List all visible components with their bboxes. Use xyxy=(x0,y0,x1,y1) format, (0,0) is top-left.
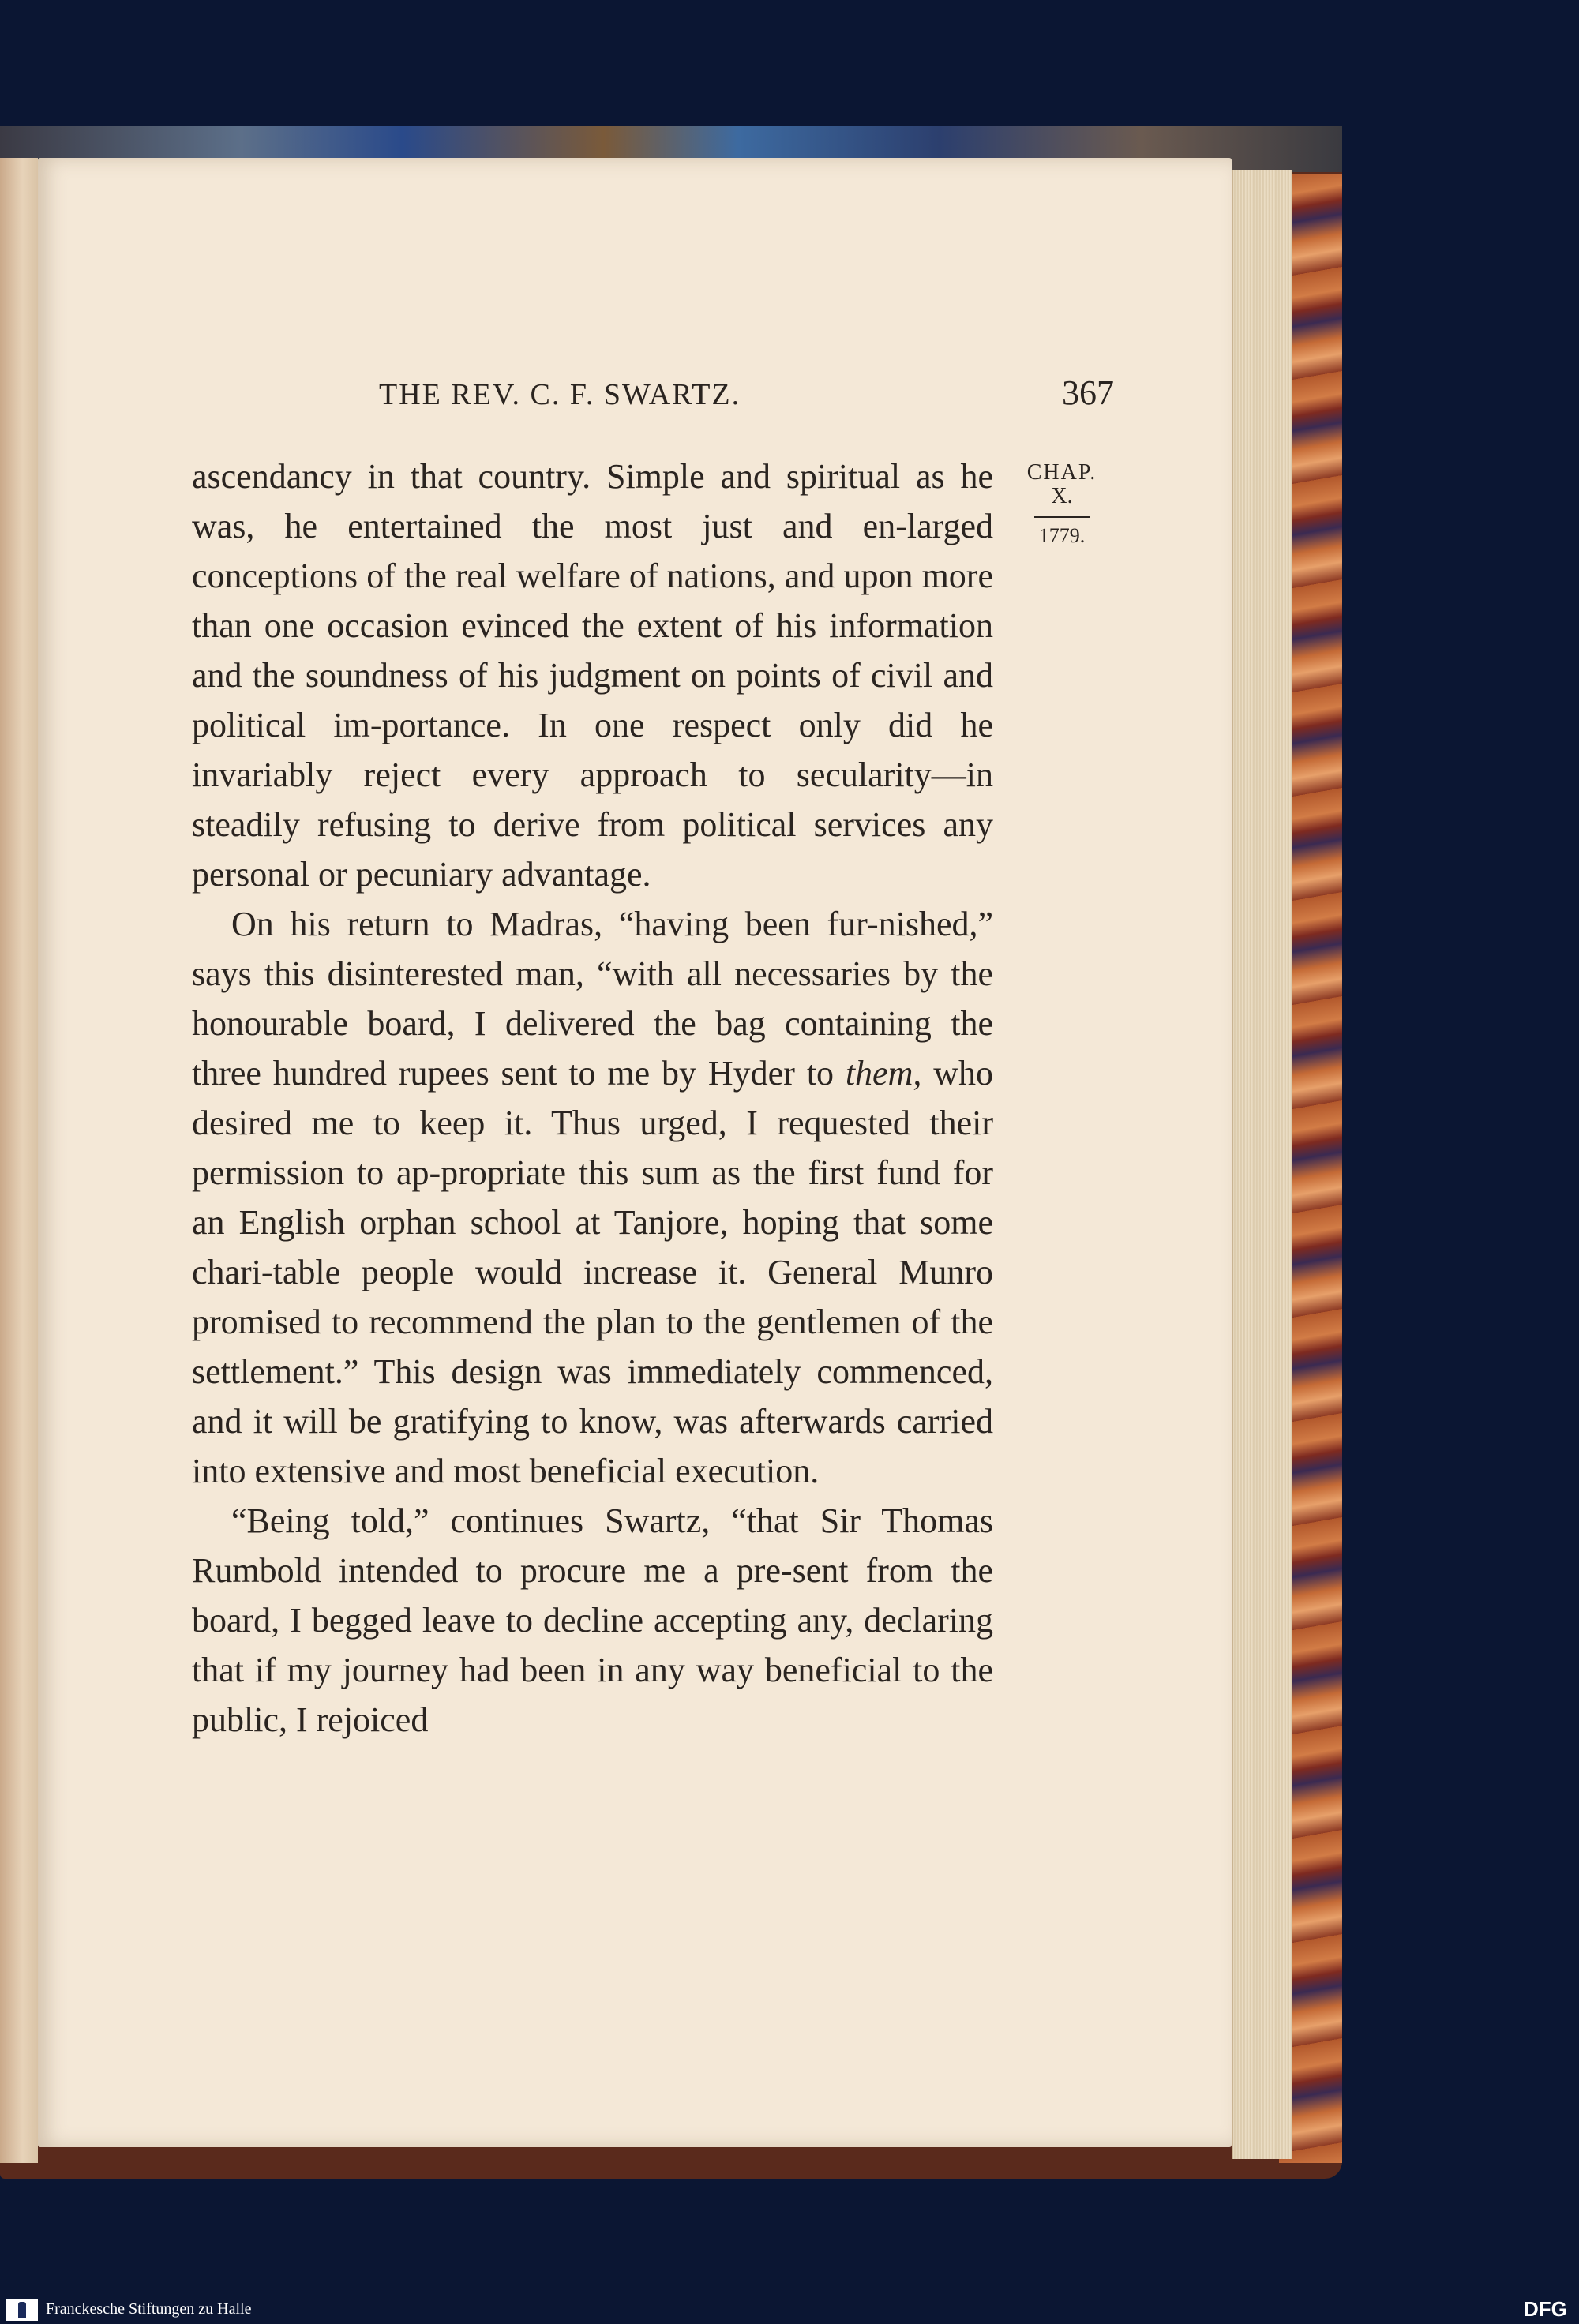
logo-figure-icon xyxy=(18,2302,26,2318)
chapter-label: CHAP. xyxy=(1026,460,1097,485)
page-block-edges xyxy=(1232,170,1292,2159)
chapter-number: X. xyxy=(1051,484,1073,508)
page-number: 367 xyxy=(1062,373,1114,412)
institution-name: Franckesche Stiftungen zu Halle xyxy=(46,2300,252,2318)
paragraph-3: “Being told,” continues Swartz, “that Sir Thomas Rumbold intended to procure me a pre-sent from the board, I begged leave to decline accepting any, declaring that if my journey had been in any way beneficial to the public, I rejoiced xyxy=(192,1501,993,1739)
margin-rule xyxy=(1034,516,1090,518)
margin-year: 1779. xyxy=(1038,524,1086,547)
paragraph-1: ascendancy in that country. Simple and spiritual as he was, he entertained the most just and en-larged conceptions of the real welfare of nations, and upon more than one occasion evinced the extent of his information and the soundness of his judgment on points of civil and political im-portance. In one respect only did he invariably reject every approach to secularity—in steadily refusing to derive from political services any personal or pecuniary advantage. xyxy=(192,457,993,894)
dfg-logo: DFG xyxy=(1524,2297,1567,2321)
facing-page-edge xyxy=(0,158,38,2163)
italic-word: them, xyxy=(845,1054,922,1093)
paragraph-2 xyxy=(192,899,993,1496)
margin-note xyxy=(1018,461,1105,548)
paragraph-2-end: who desired me to keep it. Thus urged, I requested their permission to ap-propriate this sum as the first fund for an English orphan school at Tanjore, hoping that some chari-table people would increase it. General Munro promised to recommend the plan to the gentlemen of the settlement.” This design was immediately commenced, and it will be gratifying to know, was afterwards carried into extensive and most beneficial execution. xyxy=(192,1054,993,1490)
institution-logo-icon xyxy=(6,2299,38,2321)
running-title: THE REV. C. F. SWARTZ. xyxy=(379,378,741,411)
paragraph-2-start: On his return to Madras, “having been fur-nished,” says this disinterested man, “with all necessaries by the honourable board, I delivered the bag containing the three hundred rupees sent to me by Hyder to xyxy=(192,905,993,1093)
body-text xyxy=(192,452,993,1745)
